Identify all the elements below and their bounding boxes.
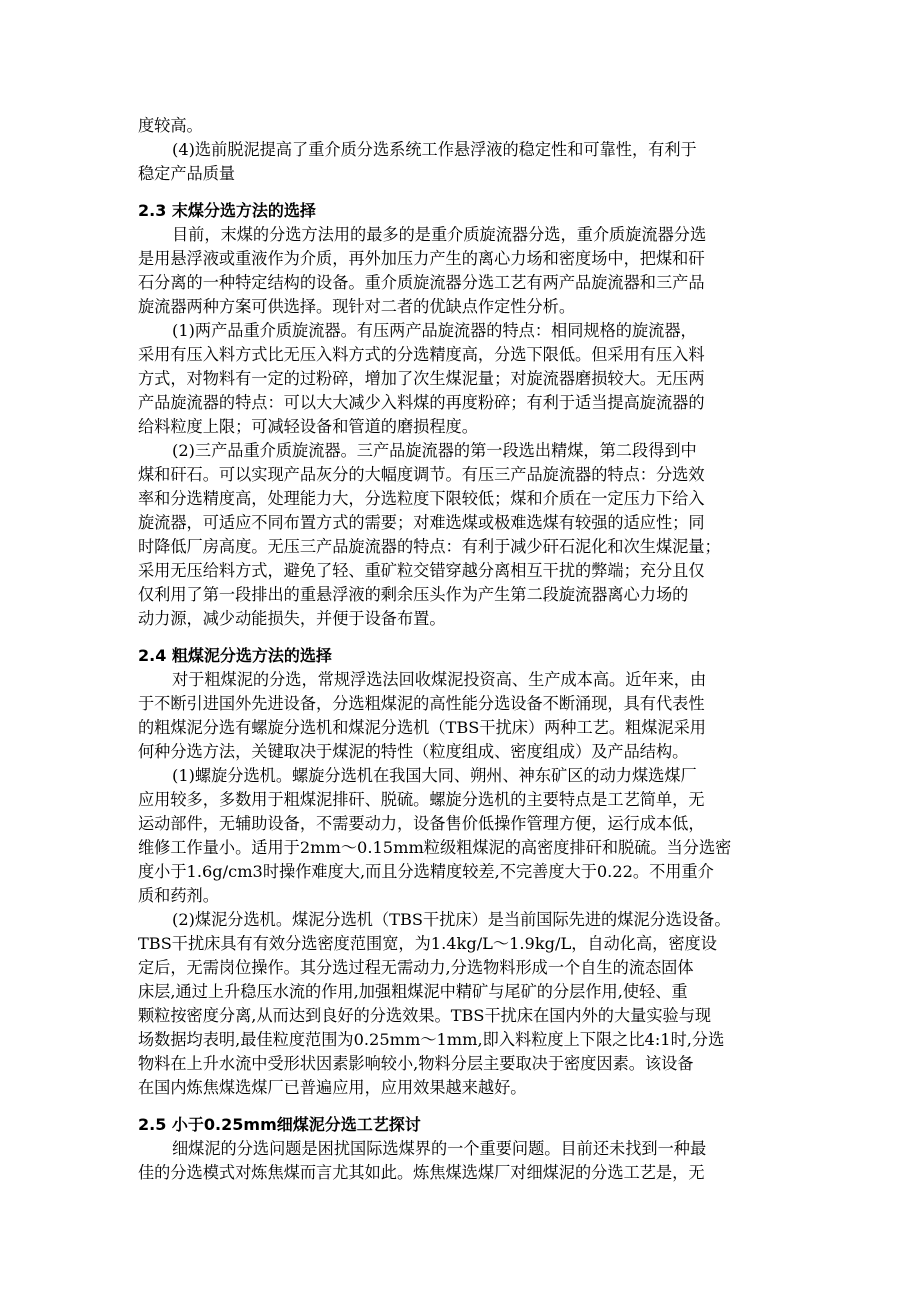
paragraph-line: 石分离的一种特定结构的设备。重介质旋流器分选工艺有两产品旋流器和三产品 — [138, 273, 705, 292]
paragraph-line: 采用有压入料方式比无压入料方式的分选精度高，分选下限低。但采用有压入料 — [138, 345, 705, 364]
paragraph-line: (2)三产品重介质旋流器。三产品旋流器的第一段选出精煤，第二段得到中 — [172, 441, 697, 460]
paragraph-line: 场数据均表明,最佳粒度范围为0.25mm～1mm,即入料粒度上下限之比4:1时,分选 — [138, 1030, 725, 1049]
paragraph-line: (2)煤泥分选机。煤泥分选机（TBS干扰床）是当前国际先进的煤泥分选设备。 — [172, 910, 731, 929]
paragraph-line: 给料粒度上限；可减轻设备和管道的磨损程度。 — [138, 417, 478, 436]
paragraph-line: 颗粒按密度分离,从而达到良好的分选效果。TBS干扰床在国内外的大量实验与现 — [138, 1006, 712, 1025]
paragraph-line: 佳的分选模式对炼焦煤而言尤其如此。炼焦煤选煤厂对细煤泥的分选工艺是，无 — [138, 1163, 705, 1182]
paragraph-line: 度较高。 — [138, 116, 203, 135]
paragraph-line: 率和分选精度高，处理能力大，分选粒度下限较低；煤和介质在一定压力下给入 — [138, 489, 705, 508]
paragraph-line: 对于粗煤泥的分选，常规浮选法回收煤泥投资高、生产成本高。近年来，由 — [172, 670, 707, 689]
paragraph-line: 旋流器两种方案可供选择。现针对二者的优缺点作定性分析。 — [138, 297, 576, 316]
paragraph-line: TBS干扰床具有有效分选密度范围宽，为1.4kg/L～1.9kg/L，自动化高，密度设 — [138, 934, 717, 953]
paragraph-line: 床层,通过上升稳压水流的作用,加强粗煤泥中精矿与尾矿的分层作用,使轻、重 — [138, 982, 688, 1001]
paragraph-line: 质和药剂。 — [138, 886, 219, 905]
paragraph-line: 的粗煤泥分选有螺旋分选机和煤泥分选机（TBS干扰床）两种工艺。粗煤泥采用 — [138, 718, 706, 737]
paragraph-line: 稳定产品质量 — [138, 164, 236, 183]
paragraph-line: 定后，无需岗位操作。其分选过程无需动力,分选物料形成一个自生的流态固体 — [138, 958, 694, 977]
paragraph-line: (1)两产品重介质旋流器。有压两产品旋流器的特点：相同规格的旋流器， — [172, 321, 697, 340]
paragraph-line: 度小于1.6g/cm3时操作难度大,而且分选精度较差,不完善度大于0.22。不用重介 — [138, 862, 714, 881]
paragraph-line: 细煤泥的分选问题是困扰国际选煤界的一个重要问题。目前还未找到一种最 — [172, 1139, 707, 1158]
paragraph-line: (1)螺旋分选机。螺旋分选机在我国大同、朔州、神东矿区的动力煤选煤厂 — [172, 766, 697, 785]
paragraph-line: 旋流器，可适应不同布置方式的需要；对难选煤或极难选煤有较强的适应性；同 — [138, 513, 705, 532]
section-heading: 2.5 小于0.25mm细煤泥分选工艺探讨 — [138, 1115, 421, 1134]
paragraph-line: (4)选前脱泥提高了重介质分选系统工作悬浮液的稳定性和可靠性，有利于 — [172, 140, 697, 159]
paragraph-line: 应用较多，多数用于粗煤泥排矸、脱硫。螺旋分选机的主要特点是工艺简单，无 — [138, 790, 705, 809]
paragraph-line: 目前，末煤的分选方法用的最多的是重介质旋流器分选，重介质旋流器分选 — [172, 225, 707, 244]
paragraph-line: 于不断引进国外先进设备，分选粗煤泥的高性能分选设备不断涌现，具有代表性 — [138, 694, 705, 713]
paragraph-line: 维修工作量小。适用于2mm～0.15mm粒级粗煤泥的高密度排矸和脱硫。当分选密 — [138, 838, 732, 857]
paragraph-line: 动力源，减少动能损失，并便于设备布置。 — [138, 609, 446, 628]
paragraph-line: 时降低厂房高度。无压三产品旋流器的特点：有利于减少矸石泥化和次生煤泥量； — [138, 537, 721, 556]
paragraph-line: 采用无压给料方式，避免了轻、重矿粒交错穿越分离相互干扰的弊端；充分且仅 — [138, 561, 705, 580]
section-heading: 2.4 粗煤泥分选方法的选择 — [138, 646, 332, 665]
paragraph-line: 物料在上升水流中受形状因素影响较小,物料分层主要取决于密度因素。该设备 — [138, 1054, 694, 1073]
paragraph-line: 何种分选方法，关键取决于煤泥的特性（粒度组成、密度组成）及产品结构。 — [138, 742, 689, 761]
paragraph-line: 是用悬浮液或重液作为介质，再外加压力产生的离心力场和密度场中，把煤和矸 — [138, 249, 705, 268]
paragraph-line: 仅利用了第一段排出的重悬浮液的剩余压头作为产生第二段旋流器离心力场的 — [138, 585, 689, 604]
paragraph-line: 运动部件，无辅助设备，不需要动力，设备售价低操作管理方便，运行成本低， — [138, 814, 705, 833]
paragraph-line: 方式，对物料有一定的过粉碎，增加了次生煤泥量；对旋流器磨损较大。无压两 — [138, 369, 705, 388]
section-heading: 2.3 末煤分选方法的选择 — [138, 201, 316, 220]
paragraph-line: 在国内炼焦煤选煤厂已普遍应用，应用效果越来越好。 — [138, 1078, 527, 1097]
paragraph-line: 煤和矸石。可以实现产品灰分的大幅度调节。有压三产品旋流器的特点：分选效 — [138, 465, 705, 484]
paragraph-line: 产品旋流器的特点：可以大大减少入料煤的再度粉碎；有利于适当提高旋流器的 — [138, 393, 705, 412]
